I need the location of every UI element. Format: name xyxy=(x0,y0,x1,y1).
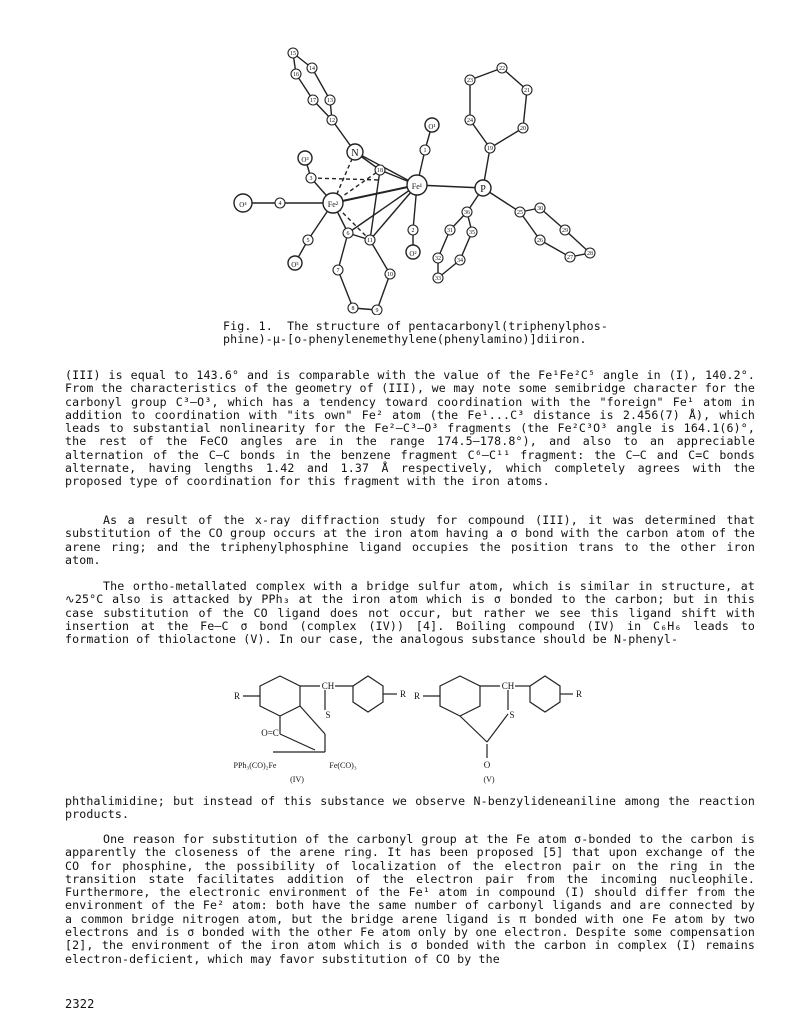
c29-label: 29 xyxy=(562,228,568,234)
c33-label: 33 xyxy=(435,276,441,282)
c31-label: 31 xyxy=(447,228,453,234)
c27-label: 27 xyxy=(567,255,573,261)
c11-label: 11 xyxy=(367,238,373,244)
c16-label: 16 xyxy=(293,72,299,78)
page-number: 2322 xyxy=(65,997,95,1011)
paragraph-2: As a result of the x-ray diffraction study for compound (III), it was determined that substitution of the CO group occurs at the iron atom having a σ bond with the carbon atom of the arene ring; and the triphenylphosphine ligand occupies the position trans to the other iron atom. xyxy=(65,513,755,567)
c35-label: 35 xyxy=(469,230,475,236)
paragraph-3: The ortho-metallated complex with a bridge sulfur atom, which is similar in structure, at ∿25°C also is attacked by PPh₃ at the iron atom which is σ bonded to the carbon; but in this case substitution of the CO ligand does not occur, but rather we see this ligand shift with insertion at the Fe–C σ bond (complex (IV)) [4]. Boiling compound (IV) in C₆H₆ leads to formation of thiolactone (V). In our case, the analogous substance should be N-phenyl- xyxy=(65,579,755,647)
atom-o2: O² xyxy=(409,250,417,258)
c23-label: 23 xyxy=(467,78,473,84)
c7-label: 7 xyxy=(336,268,340,274)
iv-pph3-fe: PPh₃(CO)₂Fe xyxy=(233,761,277,770)
c9-label: 9 xyxy=(375,308,379,314)
reaction-structures xyxy=(225,672,595,784)
c22-label: 22 xyxy=(499,66,505,72)
c14-label: 14 xyxy=(309,66,315,72)
v-s: S xyxy=(509,710,515,720)
c17-label: 17 xyxy=(310,98,316,104)
iv-r-right: R xyxy=(399,689,407,699)
atom-o4: O⁴ xyxy=(239,201,247,209)
c36-label: 36 xyxy=(464,210,470,216)
atom-o5: O⁵ xyxy=(291,261,299,269)
c34-label: 34 xyxy=(457,258,463,264)
c26-label: 26 xyxy=(537,238,543,244)
v-r-left: R xyxy=(413,691,421,701)
structure-diagram xyxy=(220,40,620,315)
c15-label: 15 xyxy=(290,51,296,57)
c13-label: 13 xyxy=(327,98,333,104)
v-o: O xyxy=(483,760,491,770)
c4-label: 4 xyxy=(278,201,282,207)
iv-s: S xyxy=(325,710,331,720)
structures-iv-v xyxy=(225,672,595,784)
iv-label: (IV) xyxy=(290,775,304,784)
atom-o3: O³ xyxy=(301,156,309,164)
paragraph-5: One reason for substitution of the carbonyl group at the Fe atom σ-bonded to the carbon is apparently the closeness of the arene ring. It has been proposed [5] that upon exchange of the CO for phosphine, the possibility of localization of the electron pair on the ring in the transition state facilitates addition of the electron pair from the incoming nucleophile. Furthermore, the electronic environment of the Fe¹ atom in compound (I) should differ from the environment of the Fe² atom: both have the same number of carbonyl ligands and are connected by a common bridge nitrogen atom, but the bridge arene ligand is π bonded with one Fe atom by two electrons and is σ bonded with the other Fe atom only by one electron. Despite some compensation [2], the environment of the iron atom which is σ bonded with the carbon in complex (I) remains electron-deficient, which may favor substitution of CO by the xyxy=(65,832,755,966)
c19-label: 19 xyxy=(487,146,493,152)
iv-co: O=C xyxy=(261,728,279,738)
atom-fe1: Fe¹ xyxy=(411,182,423,191)
molecular-structure-figure xyxy=(220,40,620,315)
c10-label: 10 xyxy=(387,272,393,278)
paragraph-1: (III) is equal to 143.6° and is comparable with the value of the Fe¹Fe²C⁵ angle in (I), 140.2°. From the characteristics of the geometry of (III), we may note some semibridge character for the carbonyl group C³–O³, which has a tendency toward coordination with the "foreign" Fe¹ atom in addition to coordination with "its own" Fe² atom (the Fe¹...C³ distance is 2.456(7) Å), which leads to substantial nonlinearity for the Fe²–C³–O³ fragments (the Fe²C³O³ angle is 164.1(6)°, the rest of the FeCO angles are in the range 174.5–178.8°), and also to an appreciable alternation of the C–C bonds in the benzene fragment C⁶–C¹¹ fragment: the C–C and C=C bonds alternate, having lengths 1.42 and 1.37 Å respectively, which completely agrees with the proposed type of coordination for this fragment with the iron atoms. xyxy=(65,368,755,489)
v-label: (V) xyxy=(483,775,495,784)
paragraph-4: phthalimidine; but instead of this substance we observe N-benzylideneaniline among the reaction products. xyxy=(65,794,755,822)
c18-label: 18 xyxy=(377,168,383,174)
c25-label: 25 xyxy=(517,210,523,216)
caption-line-1: Fig. 1. The structure of pentacarbonyl(triphenylphos- xyxy=(223,319,609,333)
v-r-right: R xyxy=(575,689,583,699)
figure-caption xyxy=(223,320,633,347)
c5-label: 5 xyxy=(306,238,310,244)
atom-n: N xyxy=(351,148,359,159)
c30-label: 30 xyxy=(537,206,543,212)
c28-label: 28 xyxy=(587,251,593,257)
atom-p: P xyxy=(480,184,486,195)
c24-label: 24 xyxy=(467,118,473,124)
c3-label: 3 xyxy=(309,176,313,182)
c21-label: 21 xyxy=(524,88,530,94)
c12-label: 12 xyxy=(329,118,335,124)
iv-ch: CH xyxy=(321,681,335,691)
c6-label: 6 xyxy=(346,231,350,237)
caption-line-2: phine)-μ-[o-phenylenemethylene(phenylamino)]diiron. xyxy=(223,332,587,347)
c2-label: 2 xyxy=(411,228,415,234)
v-ch: CH xyxy=(501,681,515,691)
c8-label: 8 xyxy=(351,306,355,312)
c20-label: 20 xyxy=(520,126,526,132)
atom-fe2: Fe² xyxy=(327,200,339,209)
c32-label: 32 xyxy=(435,256,441,262)
c1-label: 1 xyxy=(423,148,427,154)
iv-fe-co3: Fe(CO)₃ xyxy=(329,761,357,770)
atom-o1: O¹ xyxy=(428,123,436,131)
iv-r-left: R xyxy=(233,691,241,701)
